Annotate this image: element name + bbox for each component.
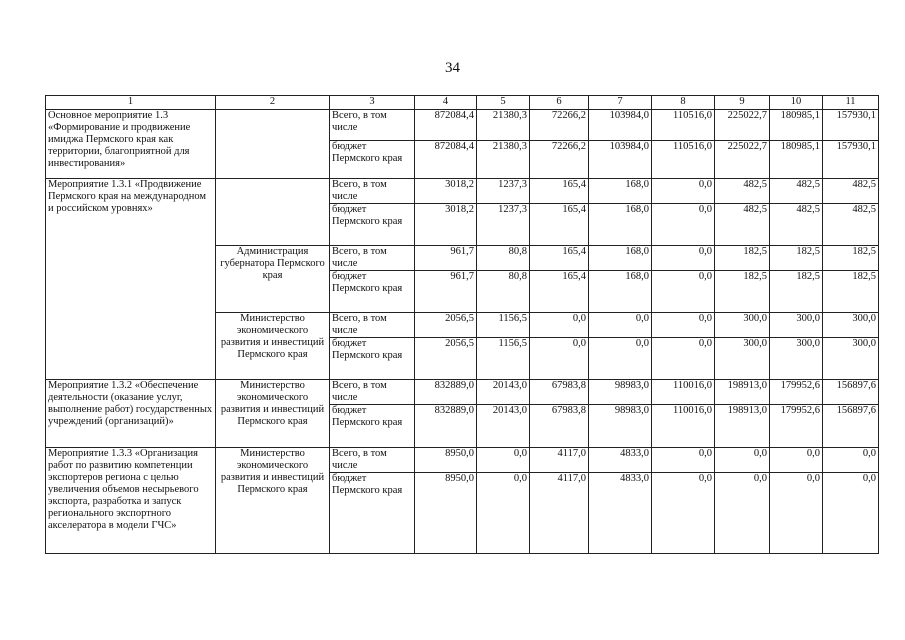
column-header: 4 xyxy=(415,96,477,110)
value-cell: 198913,0 xyxy=(715,380,770,405)
value-cell: 165,4 xyxy=(530,246,589,271)
column-header: 3 xyxy=(330,96,415,110)
column-header: 6 xyxy=(530,96,589,110)
value-cell: 168,0 xyxy=(589,271,652,313)
value-cell: 72266,2 xyxy=(530,141,589,179)
value-cell: 156897,6 xyxy=(823,380,879,405)
value-cell: 110516,0 xyxy=(652,141,715,179)
column-header: 5 xyxy=(477,96,530,110)
value-cell: 21380,3 xyxy=(477,141,530,179)
activity-name: Мероприятие 1.3.3 «Организация работ по развитию компетенции экспортеров региона с целью увеличения объемов несырьевого экспорта, разработка и запуск регионального экспортного акселератора в модели ГЧС» xyxy=(46,448,216,554)
value-cell: 0,0 xyxy=(477,473,530,554)
value-cell: 157930,1 xyxy=(823,141,879,179)
value-cell: 961,7 xyxy=(415,246,477,271)
value-cell: 182,5 xyxy=(823,271,879,313)
executor-name xyxy=(216,110,330,179)
value-cell: 182,5 xyxy=(770,271,823,313)
table-row xyxy=(46,179,879,204)
value-cell: 0,0 xyxy=(652,179,715,204)
value-cell: 165,4 xyxy=(530,271,589,313)
value-cell: 110016,0 xyxy=(652,380,715,405)
value-cell: 0,0 xyxy=(530,338,589,380)
funding-source: бюджет Пермского края xyxy=(330,405,415,448)
value-cell: 0,0 xyxy=(477,448,530,473)
table-row xyxy=(46,110,879,141)
value-cell: 4833,0 xyxy=(589,448,652,473)
value-cell: 300,0 xyxy=(770,338,823,380)
executor-name: Министерство экономического развития и инвестиций Пермского края xyxy=(216,380,330,448)
value-cell: 0,0 xyxy=(652,448,715,473)
funding-source: Всего, в том числе xyxy=(330,380,415,405)
column-header: 10 xyxy=(770,96,823,110)
value-cell: 0,0 xyxy=(652,246,715,271)
value-cell: 180985,1 xyxy=(770,141,823,179)
value-cell: 0,0 xyxy=(823,473,879,554)
value-cell: 103984,0 xyxy=(589,141,652,179)
value-cell: 110016,0 xyxy=(652,405,715,448)
column-header: 11 xyxy=(823,96,879,110)
funding-source: Всего, в том числе xyxy=(330,448,415,473)
funding-source: Всего, в том числе xyxy=(330,179,415,204)
value-cell: 0,0 xyxy=(770,448,823,473)
value-cell: 182,5 xyxy=(715,271,770,313)
value-cell: 2056,5 xyxy=(415,338,477,380)
funding-source: бюджет Пермского края xyxy=(330,204,415,246)
value-cell: 67983,8 xyxy=(530,405,589,448)
value-cell: 482,5 xyxy=(715,179,770,204)
value-cell: 4833,0 xyxy=(589,473,652,554)
table-row xyxy=(46,380,879,405)
value-cell: 300,0 xyxy=(823,338,879,380)
value-cell: 482,5 xyxy=(770,179,823,204)
value-cell: 182,5 xyxy=(770,246,823,271)
value-cell: 0,0 xyxy=(652,271,715,313)
value-cell: 20143,0 xyxy=(477,380,530,405)
table-row xyxy=(46,448,879,473)
value-cell: 0,0 xyxy=(652,204,715,246)
value-cell: 2056,5 xyxy=(415,313,477,338)
value-cell: 0,0 xyxy=(530,313,589,338)
funding-source: Всего, в том числе xyxy=(330,313,415,338)
value-cell: 0,0 xyxy=(652,473,715,554)
header-row xyxy=(46,96,879,110)
value-cell: 225022,7 xyxy=(715,110,770,141)
value-cell: 832889,0 xyxy=(415,380,477,405)
value-cell: 0,0 xyxy=(823,448,879,473)
budget-table xyxy=(45,95,879,554)
value-cell: 482,5 xyxy=(715,204,770,246)
value-cell: 1156,5 xyxy=(477,338,530,380)
value-cell: 0,0 xyxy=(770,473,823,554)
value-cell: 72266,2 xyxy=(530,110,589,141)
value-cell: 3018,2 xyxy=(415,204,477,246)
executor-name: Министерство экономического развития и инвестиций Пермского края xyxy=(216,313,330,380)
value-cell: 179952,6 xyxy=(770,405,823,448)
value-cell: 300,0 xyxy=(770,313,823,338)
value-cell: 198913,0 xyxy=(715,405,770,448)
column-header: 7 xyxy=(589,96,652,110)
value-cell: 20143,0 xyxy=(477,405,530,448)
value-cell: 156897,6 xyxy=(823,405,879,448)
value-cell: 0,0 xyxy=(589,313,652,338)
value-cell: 482,5 xyxy=(770,204,823,246)
value-cell: 8950,0 xyxy=(415,448,477,473)
value-cell: 4117,0 xyxy=(530,448,589,473)
value-cell: 225022,7 xyxy=(715,141,770,179)
funding-source: бюджет Пермского края xyxy=(330,271,415,313)
value-cell: 300,0 xyxy=(715,338,770,380)
value-cell: 67983,8 xyxy=(530,380,589,405)
value-cell: 98983,0 xyxy=(589,380,652,405)
value-cell: 300,0 xyxy=(823,313,879,338)
value-cell: 80,8 xyxy=(477,246,530,271)
value-cell: 168,0 xyxy=(589,204,652,246)
value-cell: 168,0 xyxy=(589,179,652,204)
value-cell: 110516,0 xyxy=(652,110,715,141)
executor-name: Администрация губернатора Пермского края xyxy=(216,246,330,313)
funding-source: бюджет Пермского края xyxy=(330,141,415,179)
value-cell: 8950,0 xyxy=(415,473,477,554)
value-cell: 832889,0 xyxy=(415,405,477,448)
value-cell: 0,0 xyxy=(652,338,715,380)
value-cell: 3018,2 xyxy=(415,179,477,204)
value-cell: 182,5 xyxy=(715,246,770,271)
value-cell: 0,0 xyxy=(715,448,770,473)
column-header: 9 xyxy=(715,96,770,110)
value-cell: 165,4 xyxy=(530,204,589,246)
activity-name: Мероприятие 1.3.1 «Продвижение Пермского края на международном и российском уровнях» xyxy=(46,179,216,380)
value-cell: 180985,1 xyxy=(770,110,823,141)
value-cell: 1156,5 xyxy=(477,313,530,338)
value-cell: 168,0 xyxy=(589,246,652,271)
value-cell: 872084,4 xyxy=(415,110,477,141)
value-cell: 872084,4 xyxy=(415,141,477,179)
value-cell: 4117,0 xyxy=(530,473,589,554)
value-cell: 0,0 xyxy=(715,473,770,554)
column-header: 1 xyxy=(46,96,216,110)
value-cell: 103984,0 xyxy=(589,110,652,141)
value-cell: 0,0 xyxy=(589,338,652,380)
column-header: 2 xyxy=(216,96,330,110)
executor-name: Министерство экономического развития и инвестиций Пермского края xyxy=(216,448,330,554)
funding-source: бюджет Пермского края xyxy=(330,338,415,380)
value-cell: 482,5 xyxy=(823,179,879,204)
value-cell: 157930,1 xyxy=(823,110,879,141)
value-cell: 0,0 xyxy=(652,313,715,338)
value-cell: 98983,0 xyxy=(589,405,652,448)
value-cell: 300,0 xyxy=(715,313,770,338)
funding-source: Всего, в том числе xyxy=(330,246,415,271)
value-cell: 165,4 xyxy=(530,179,589,204)
value-cell: 1237,3 xyxy=(477,204,530,246)
page-number: 34 xyxy=(445,60,460,76)
funding-source: бюджет Пермского края xyxy=(330,473,415,554)
funding-source: Всего, в том числе xyxy=(330,110,415,141)
value-cell: 1237,3 xyxy=(477,179,530,204)
value-cell: 21380,3 xyxy=(477,110,530,141)
value-cell: 482,5 xyxy=(823,204,879,246)
value-cell: 961,7 xyxy=(415,271,477,313)
value-cell: 182,5 xyxy=(823,246,879,271)
activity-name: Основное мероприятие 1.3 «Формирование и продвижение имиджа Пермского края как территории, благоприятной для инвестирования» xyxy=(46,110,216,179)
executor-name xyxy=(216,179,330,246)
value-cell: 179952,6 xyxy=(770,380,823,405)
column-header: 8 xyxy=(652,96,715,110)
value-cell: 80,8 xyxy=(477,271,530,313)
activity-name: Мероприятие 1.3.2 «Обеспечение деятельности (оказание услуг, выполнение работ) государственных учреждений (организаций)» xyxy=(46,380,216,448)
